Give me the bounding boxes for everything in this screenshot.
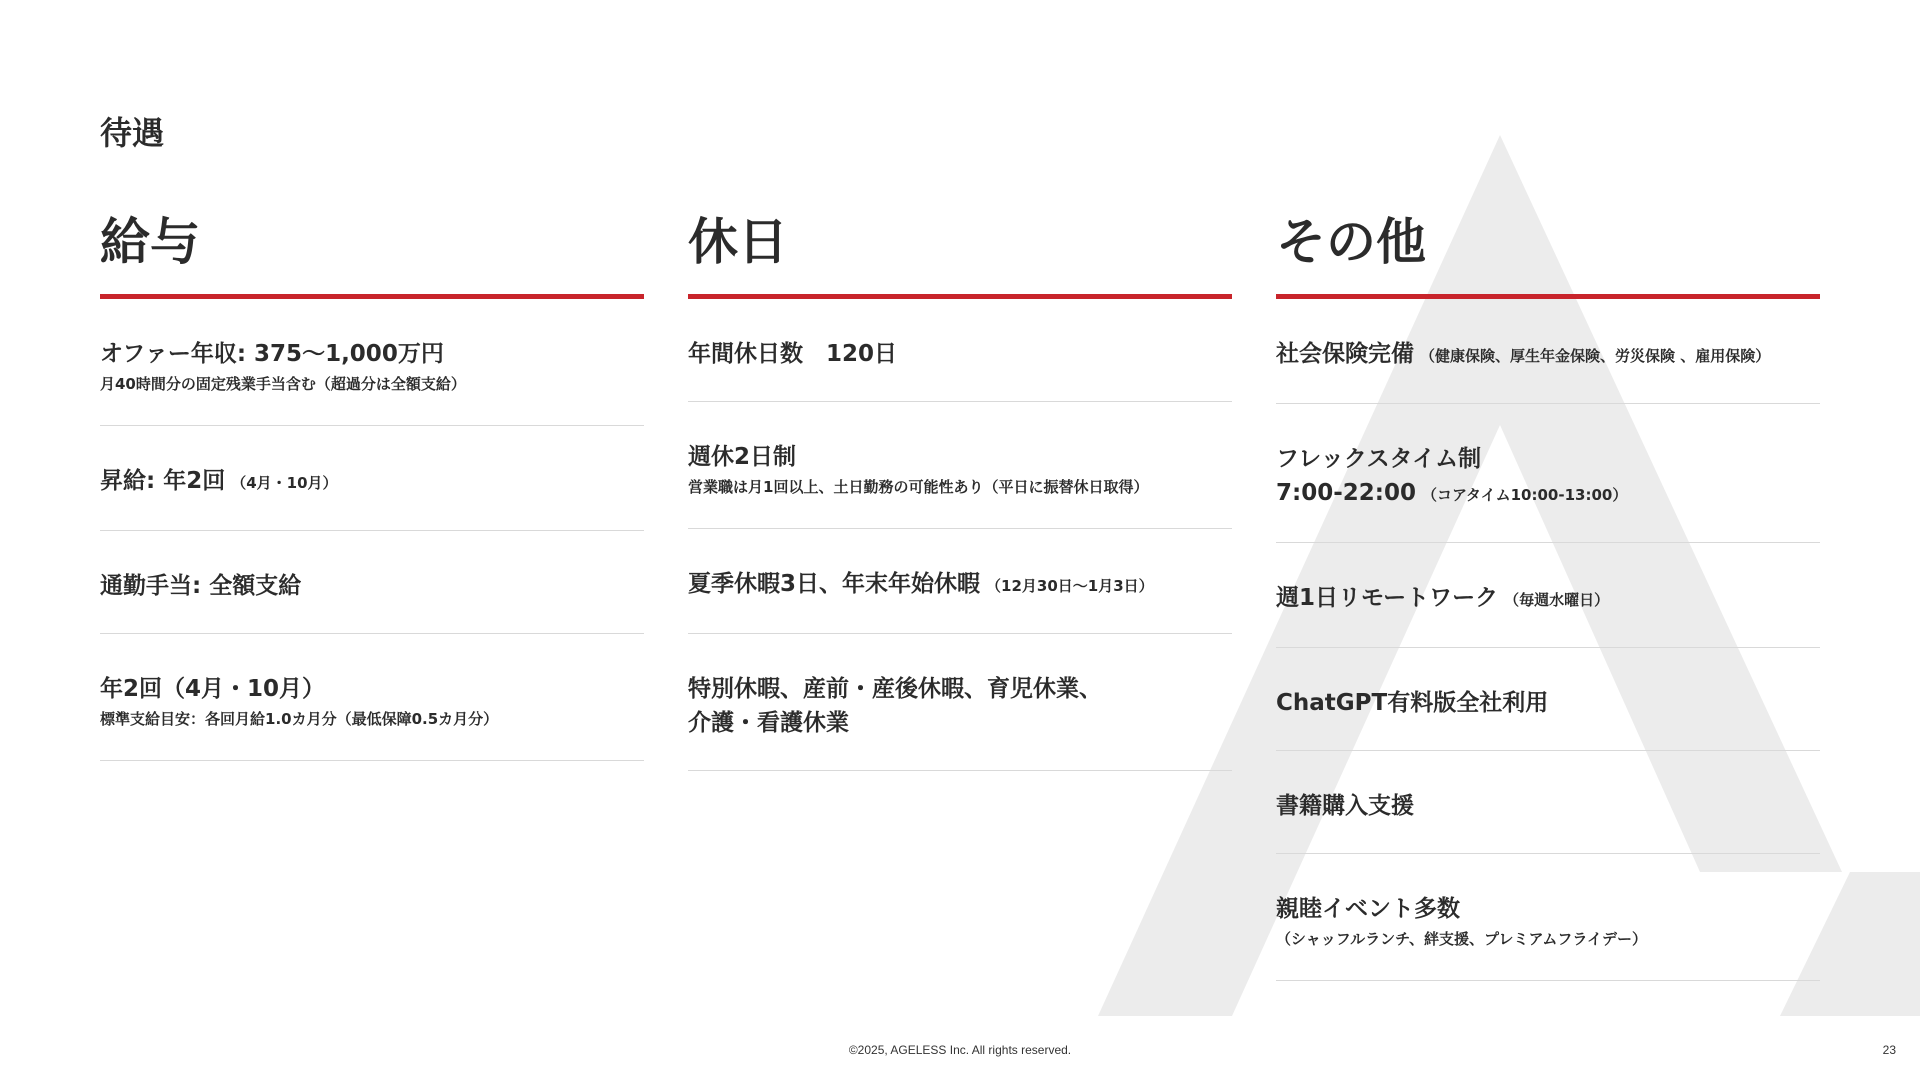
item-note: （毎週水曜日） <box>1504 591 1610 609</box>
page-number: 23 <box>1882 1043 1896 1057</box>
item-title: 特別休暇、産前・産後休暇、育児休業、 <box>688 676 1102 702</box>
column-other <box>1276 206 1820 981</box>
list-item <box>1276 854 1820 981</box>
item-title: 週1日リモートワーク <box>1276 585 1499 611</box>
list-item <box>1276 299 1820 404</box>
item-title-line2: 介護・看護休業 <box>688 710 849 736</box>
list-item <box>100 634 644 761</box>
item-title: オファー年収: 375〜1,000万円 <box>100 341 444 367</box>
list-item <box>100 299 644 426</box>
column-salary <box>100 206 644 761</box>
item-title: 書籍購入支援 <box>1276 793 1414 819</box>
item-note: （4月・10月） <box>231 474 338 492</box>
item-title: 昇給: 年2回 <box>100 468 226 494</box>
item-title: 通勤手当: 全額支給 <box>100 573 302 599</box>
list-item <box>688 402 1232 529</box>
list-item <box>688 529 1232 634</box>
item-subtext: 営業職は月1回以上、土日勤務の可能性あり（平日に振替休日取得） <box>688 478 1149 496</box>
item-note: （コアタイム10:00-13:00） <box>1421 486 1628 504</box>
list-item <box>100 426 644 531</box>
item-subtext: （シャッフルランチ、絆支援、プレミアムフライデー） <box>1276 930 1647 948</box>
column-heading: 休日 <box>688 206 1232 299</box>
list-item <box>1276 404 1820 543</box>
column-heading: 給与 <box>100 206 644 299</box>
item-subtext: 月40時間分の固定残業手当含む（超過分は全額支給） <box>100 375 466 393</box>
item-title: 週休2日制 <box>688 444 797 470</box>
list-item <box>1276 648 1820 751</box>
list-item <box>100 531 644 634</box>
item-title-line2: 7:00-22:00 <box>1276 480 1416 506</box>
item-title: ChatGPT有料版全社利用 <box>1276 690 1549 716</box>
item-title: 年2回（4月・10月） <box>100 676 326 702</box>
item-title: 夏季休暇3日、年末年始休暇 <box>688 571 981 597</box>
item-title: 社会保険完備 <box>1276 341 1414 367</box>
item-note: （健康保険、厚生年金保険、労災保険 、雇用保険） <box>1420 347 1771 365</box>
page-title: 待遇 <box>100 114 165 152</box>
item-title: フレックスタイム制 <box>1276 446 1482 472</box>
column-heading: その他 <box>1276 206 1820 299</box>
list-item <box>688 299 1232 402</box>
list-item <box>1276 751 1820 854</box>
item-title: 親睦イベント多数 <box>1276 896 1460 922</box>
column-holidays <box>688 206 1232 771</box>
list-item <box>688 634 1232 771</box>
item-note: （12月30日〜1月3日） <box>986 577 1154 595</box>
copyright-footer: ©2025, AGELESS Inc. All rights reserved. <box>848 1043 1072 1057</box>
list-item <box>1276 543 1820 648</box>
item-title: 年間休日数 120日 <box>688 341 898 367</box>
item-subtext: 標準支給目安：各回月給1.0カ月分（最低保障0.5カ月分） <box>100 710 499 728</box>
